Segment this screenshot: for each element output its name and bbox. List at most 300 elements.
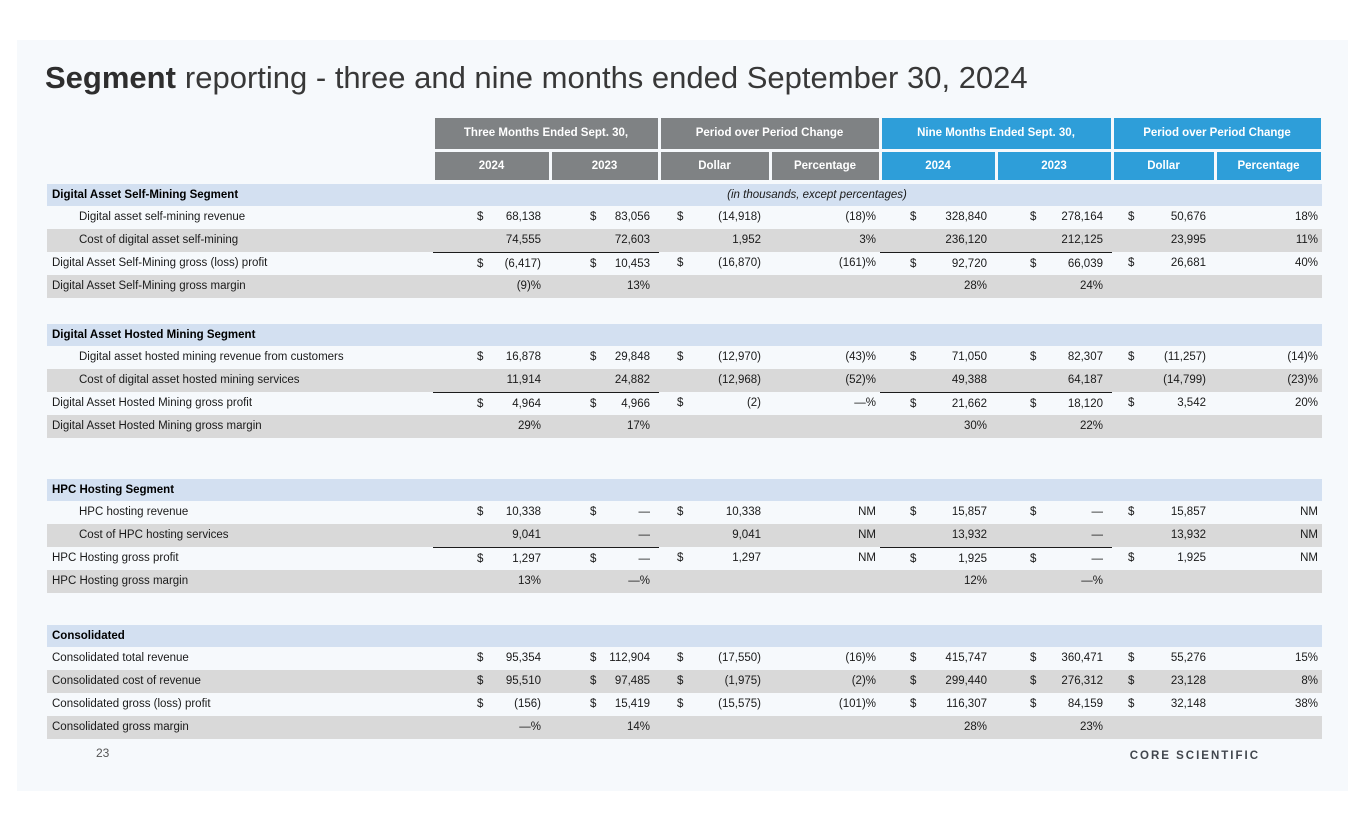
amount-cell (659, 670, 770, 693)
column-group-header: Three Months Ended Sept. 30, (435, 118, 658, 149)
percent-cell: (161)% (838, 257, 876, 269)
percent-cell: 38% (1294, 698, 1318, 710)
amount-value: 23,995 (1170, 234, 1206, 246)
amount-cell (1112, 501, 1215, 524)
page-title-bold: Segment (45, 60, 176, 95)
currency-symbol: $ (1030, 675, 1037, 687)
column-group-header: Period over Period Change (1114, 118, 1321, 149)
percent-cell: 40% (1294, 257, 1318, 269)
currency-symbol: $ (590, 506, 597, 518)
amount-cell (433, 501, 550, 524)
currency-symbol: $ (590, 258, 597, 270)
percent-cell (1215, 415, 1322, 438)
table-row (47, 570, 1322, 593)
section-band (47, 479, 1322, 501)
currency-symbol: $ (1128, 698, 1135, 710)
row-label: Cost of digital asset self-mining (79, 234, 239, 246)
amount-value: 22% (1079, 420, 1103, 432)
currency-symbol: $ (590, 351, 597, 363)
header-spacer (47, 152, 433, 180)
amount-cell (880, 524, 996, 547)
amount-cell (433, 547, 550, 571)
amount-value: 97,485 (614, 675, 650, 687)
amount-value: (1,975) (724, 675, 761, 687)
amount-value: — (638, 553, 650, 565)
amount-value: 276,312 (1061, 675, 1103, 687)
percent-cell: 18% (1294, 211, 1318, 223)
row-label: Digital Asset Self-Mining gross margin (52, 280, 246, 292)
amount-value: 32,148 (1170, 698, 1206, 710)
amount-cell (1112, 252, 1215, 276)
currency-symbol: $ (910, 506, 917, 518)
currency-symbol: $ (590, 698, 597, 710)
currency-symbol: $ (477, 553, 484, 565)
currency-symbol: $ (590, 398, 597, 410)
row-label: Digital Asset Self-Mining gross (loss) profit (52, 257, 268, 269)
header-group-row (47, 118, 1322, 149)
currency-symbol: $ (677, 506, 684, 518)
currency-symbol: $ (590, 675, 597, 687)
amount-cell (550, 252, 659, 276)
percent-cell (770, 415, 880, 438)
currency-symbol: $ (1030, 211, 1037, 223)
percent-cell (1215, 570, 1322, 593)
amount-value: 26,681 (1170, 257, 1206, 269)
percent-cell: NM (858, 552, 876, 564)
amount-cell (550, 369, 659, 392)
page-number: 23 (96, 746, 110, 760)
amount-cell (659, 229, 770, 252)
amount-value: (9)% (516, 280, 541, 292)
section-band-label: HPC Hosting Segment (52, 484, 175, 496)
percent-cell (1215, 716, 1322, 739)
currency-symbol: $ (910, 553, 917, 565)
amount-value: 24,882 (614, 374, 650, 386)
amount-cell (1112, 346, 1215, 369)
table-section (47, 324, 1322, 438)
currency-symbol: $ (677, 675, 684, 687)
amount-cell (659, 570, 770, 593)
amount-value: (2) (746, 397, 761, 409)
amount-cell (433, 647, 550, 670)
amount-value: 15,857 (1170, 506, 1206, 518)
percent-cell: (52)% (845, 374, 876, 386)
amount-value: 29% (517, 420, 541, 432)
table-row (47, 647, 1322, 670)
percent-cell: NM (1300, 552, 1318, 564)
row-label: Cost of digital asset hosted mining services (79, 374, 300, 386)
amount-cell (433, 524, 550, 547)
percent-cell: NM (1300, 506, 1318, 518)
column-subheader: 2023 (998, 152, 1111, 180)
amount-cell (1112, 206, 1215, 229)
currency-symbol: $ (1030, 398, 1037, 410)
currency-symbol: $ (1030, 553, 1037, 565)
amount-cell (433, 693, 550, 716)
amount-cell (1112, 415, 1215, 438)
amount-value: (11,257) (1164, 351, 1206, 363)
amount-cell (433, 369, 550, 392)
amount-value: 299,440 (945, 675, 987, 687)
currency-symbol: $ (1128, 675, 1135, 687)
amount-cell (659, 647, 770, 670)
percent-cell (770, 275, 880, 298)
amount-value: 4,964 (512, 398, 541, 410)
table-row (47, 252, 1322, 275)
amount-value: (156) (514, 698, 541, 710)
amount-cell (880, 392, 996, 416)
amount-cell (880, 647, 996, 670)
table-row (47, 206, 1322, 229)
table-row (47, 415, 1322, 438)
amount-cell (996, 716, 1112, 739)
currency-symbol: $ (1128, 652, 1135, 664)
table-row (47, 716, 1322, 739)
amount-cell (996, 670, 1112, 693)
amount-value: 12% (963, 575, 987, 587)
amount-value: 64,187 (1067, 374, 1103, 386)
percent-cell: 20% (1294, 397, 1318, 409)
amount-value: 92,720 (951, 258, 987, 270)
currency-symbol: $ (677, 257, 684, 269)
amount-cell (433, 229, 550, 252)
currency-symbol: $ (910, 698, 917, 710)
column-group-header: Period over Period Change (661, 118, 879, 149)
amount-cell (1112, 275, 1215, 298)
amount-value: 212,125 (1061, 234, 1103, 246)
amount-cell (1112, 716, 1215, 739)
currency-symbol: $ (910, 652, 917, 664)
row-label: Consolidated cost of revenue (52, 675, 201, 687)
percent-cell: 11% (1295, 234, 1318, 246)
amount-value: — (1091, 553, 1103, 565)
currency-symbol: $ (677, 652, 684, 664)
amount-cell (880, 415, 996, 438)
page-title (45, 60, 1028, 96)
amount-cell (659, 415, 770, 438)
amount-cell (550, 229, 659, 252)
amount-cell (433, 275, 550, 298)
currency-symbol: $ (590, 553, 597, 565)
currency-symbol: $ (1030, 652, 1037, 664)
amount-cell (880, 547, 996, 571)
amount-value: 95,354 (505, 652, 541, 664)
amount-cell (996, 229, 1112, 252)
column-subheader: 2024 (435, 152, 549, 180)
amount-cell (659, 501, 770, 524)
percent-cell: (2)% (851, 675, 876, 687)
currency-symbol: $ (477, 351, 484, 363)
row-label: Cost of HPC hosting services (79, 529, 229, 541)
amount-cell (659, 547, 770, 571)
percent-cell (770, 570, 880, 593)
amount-value: 13,932 (951, 529, 987, 541)
amount-cell (433, 206, 550, 229)
amount-value: 72,603 (614, 234, 650, 246)
amount-cell (550, 547, 659, 571)
section-band (47, 625, 1322, 647)
amount-value: 1,297 (512, 553, 541, 565)
amount-cell (996, 693, 1112, 716)
section-band (47, 184, 1322, 206)
amount-value: 415,747 (945, 652, 987, 664)
amount-cell (880, 252, 996, 276)
amount-value: 360,471 (1061, 652, 1103, 664)
table-row (47, 524, 1322, 547)
amount-cell (659, 392, 770, 416)
amount-cell (996, 501, 1112, 524)
section-band (47, 324, 1322, 346)
amount-value: 29,848 (614, 351, 650, 363)
amount-value: 1,297 (732, 552, 761, 564)
table-section (47, 625, 1322, 739)
amount-value: (6,417) (504, 258, 541, 270)
amount-cell (550, 346, 659, 369)
column-subheader: Dollar (661, 152, 769, 180)
amount-value: — (638, 529, 650, 541)
currency-symbol: $ (477, 398, 484, 410)
currency-symbol: $ (477, 258, 484, 270)
amount-value: 83,056 (614, 211, 650, 223)
amount-value: — (1091, 529, 1103, 541)
amount-value: 23% (1079, 721, 1103, 733)
amount-cell (550, 693, 659, 716)
segment-reporting-table (47, 118, 1322, 739)
amount-value: 116,307 (946, 698, 987, 710)
amount-cell (880, 670, 996, 693)
percent-cell: 8% (1301, 675, 1318, 687)
amount-cell (550, 501, 659, 524)
percent-cell: (23)% (1287, 374, 1318, 386)
amount-value: (15,575) (718, 698, 761, 710)
currency-symbol: $ (910, 351, 917, 363)
presentation-slide (17, 40, 1348, 791)
currency-symbol: $ (910, 258, 917, 270)
amount-value: 66,039 (1067, 258, 1103, 270)
amount-cell (996, 392, 1112, 416)
amount-cell (659, 206, 770, 229)
amount-cell (1112, 524, 1215, 547)
table-row (47, 501, 1322, 524)
table-row (47, 392, 1322, 415)
amount-cell (880, 369, 996, 392)
amount-value: 28% (963, 721, 987, 733)
page-title-rest: reporting - three and nine months ended September 30, 2024 (184, 60, 1028, 95)
amount-cell (996, 415, 1112, 438)
amount-value: 28% (963, 280, 987, 292)
amount-cell (1112, 693, 1215, 716)
amount-value: — (638, 506, 650, 518)
currency-symbol: $ (677, 698, 684, 710)
currency-symbol: $ (477, 506, 484, 518)
amount-value: 4,966 (621, 398, 650, 410)
amount-value: (17,550) (718, 652, 761, 664)
amount-cell (1112, 392, 1215, 416)
amount-cell (996, 524, 1112, 547)
currency-symbol: $ (677, 351, 684, 363)
amount-cell (1112, 229, 1215, 252)
percent-cell: (16)% (845, 652, 876, 664)
amount-value: 9,041 (732, 529, 761, 541)
currency-symbol: $ (1128, 257, 1135, 269)
currency-symbol: $ (477, 211, 484, 223)
currency-symbol: $ (677, 211, 684, 223)
amount-value: 112,904 (609, 652, 650, 664)
percent-cell (770, 716, 880, 739)
amount-cell (550, 392, 659, 416)
currency-symbol: $ (1128, 397, 1135, 409)
percent-cell: (101)% (838, 698, 876, 710)
row-label: Consolidated total revenue (52, 652, 189, 664)
section-band-label: Digital Asset Self-Mining Segment (52, 189, 239, 201)
currency-symbol: $ (477, 652, 484, 664)
amount-cell (433, 415, 550, 438)
amount-value: 16,878 (505, 351, 541, 363)
row-label: Consolidated gross margin (52, 721, 189, 733)
amount-value: 328,840 (945, 211, 987, 223)
currency-symbol: $ (1030, 506, 1037, 518)
amount-cell (1112, 369, 1215, 392)
row-label: Consolidated gross (loss) profit (52, 698, 211, 710)
column-subheader: Dollar (1114, 152, 1214, 180)
amount-cell (1112, 670, 1215, 693)
amount-value: (12,970) (718, 351, 761, 363)
amount-cell (550, 716, 659, 739)
currency-symbol: $ (590, 652, 597, 664)
amount-value: 49,388 (951, 374, 987, 386)
currency-symbol: $ (910, 211, 917, 223)
header-sub-row (47, 152, 1322, 180)
amount-cell (433, 716, 550, 739)
column-subheader: Percentage (1217, 152, 1321, 180)
amount-value: 50,676 (1170, 211, 1206, 223)
amount-value: 3,542 (1177, 397, 1206, 409)
amount-cell (880, 206, 996, 229)
currency-symbol: $ (590, 211, 597, 223)
amount-cell (433, 392, 550, 416)
percent-cell (1215, 275, 1322, 298)
table-row (47, 229, 1322, 252)
column-group-header: Nine Months Ended Sept. 30, (882, 118, 1111, 149)
amount-cell (659, 369, 770, 392)
column-subheader: Percentage (772, 152, 879, 180)
amount-cell (550, 275, 659, 298)
table-row (47, 670, 1322, 693)
currency-symbol: $ (677, 397, 684, 409)
currency-symbol: $ (1128, 211, 1135, 223)
amount-cell (880, 501, 996, 524)
row-label: Digital asset self-mining revenue (79, 211, 246, 223)
percent-cell: (14)% (1287, 351, 1318, 363)
amount-cell (659, 716, 770, 739)
row-label: HPC hosting revenue (79, 506, 189, 518)
column-subheader: 2024 (882, 152, 995, 180)
amount-cell (996, 570, 1112, 593)
amount-cell (433, 570, 550, 593)
amount-cell (880, 570, 996, 593)
amount-cell (433, 670, 550, 693)
table-row (47, 369, 1322, 392)
percent-cell: (18)% (845, 211, 876, 223)
amount-cell (659, 252, 770, 276)
amount-cell (550, 206, 659, 229)
amount-value: 1,952 (732, 234, 761, 246)
column-subheader: 2023 (552, 152, 658, 180)
table-row (47, 547, 1322, 570)
amount-value: —% (519, 721, 541, 733)
amount-cell (880, 716, 996, 739)
amount-value: 11,914 (506, 374, 541, 386)
table-row (47, 693, 1322, 716)
amount-value: —% (1081, 575, 1103, 587)
table-body (47, 184, 1322, 739)
row-label: HPC Hosting gross margin (52, 575, 189, 587)
amount-value: (14,918) (718, 211, 761, 223)
amount-cell (659, 346, 770, 369)
amount-value: 71,050 (951, 351, 987, 363)
amount-cell (880, 275, 996, 298)
amount-cell (996, 647, 1112, 670)
amount-cell (659, 693, 770, 716)
header-spacer (47, 118, 433, 149)
amount-value: 278,164 (1061, 211, 1103, 223)
currency-symbol: $ (677, 552, 684, 564)
amount-value: 10,338 (725, 506, 761, 518)
percent-cell: (43)% (845, 351, 876, 363)
amount-value: 55,276 (1170, 652, 1206, 664)
amount-cell (550, 415, 659, 438)
amount-cell (550, 524, 659, 547)
currency-symbol: $ (477, 698, 484, 710)
currency-symbol: $ (477, 675, 484, 687)
amount-value: 18,120 (1067, 398, 1103, 410)
amount-value: 1,925 (958, 553, 987, 565)
company-logo: CORE SCIENTIFIC (1129, 750, 1260, 762)
amount-value: 74,555 (505, 234, 541, 246)
amount-value: 13,932 (1170, 529, 1206, 541)
amount-cell (1112, 570, 1215, 593)
amount-cell (996, 369, 1112, 392)
section-band-label: Consolidated (52, 630, 125, 642)
percent-cell: NM (1300, 529, 1318, 541)
amount-value: 14% (626, 721, 650, 733)
amount-cell (880, 693, 996, 716)
amount-value: (14,799) (1163, 374, 1206, 386)
row-label: HPC Hosting gross profit (52, 552, 179, 564)
amount-value: —% (628, 575, 650, 587)
amount-value: 30% (963, 420, 987, 432)
percent-cell: 15% (1294, 652, 1318, 664)
amount-value: 84,159 (1067, 698, 1103, 710)
currency-symbol: $ (1128, 552, 1135, 564)
currency-symbol: $ (910, 675, 917, 687)
percent-cell: 3% (859, 234, 876, 246)
amount-value: 10,338 (505, 506, 541, 518)
amount-value: 13% (517, 575, 541, 587)
amount-cell (996, 275, 1112, 298)
amount-cell (550, 570, 659, 593)
table-row (47, 275, 1322, 298)
table-header (47, 118, 1322, 180)
amount-cell (659, 524, 770, 547)
row-label: Digital asset hosted mining revenue from customers (79, 351, 344, 363)
amount-cell (996, 206, 1112, 229)
currency-symbol: $ (1030, 351, 1037, 363)
amount-cell (996, 547, 1112, 571)
amount-cell (1112, 647, 1215, 670)
amount-cell (433, 252, 550, 276)
table-section (47, 479, 1322, 593)
